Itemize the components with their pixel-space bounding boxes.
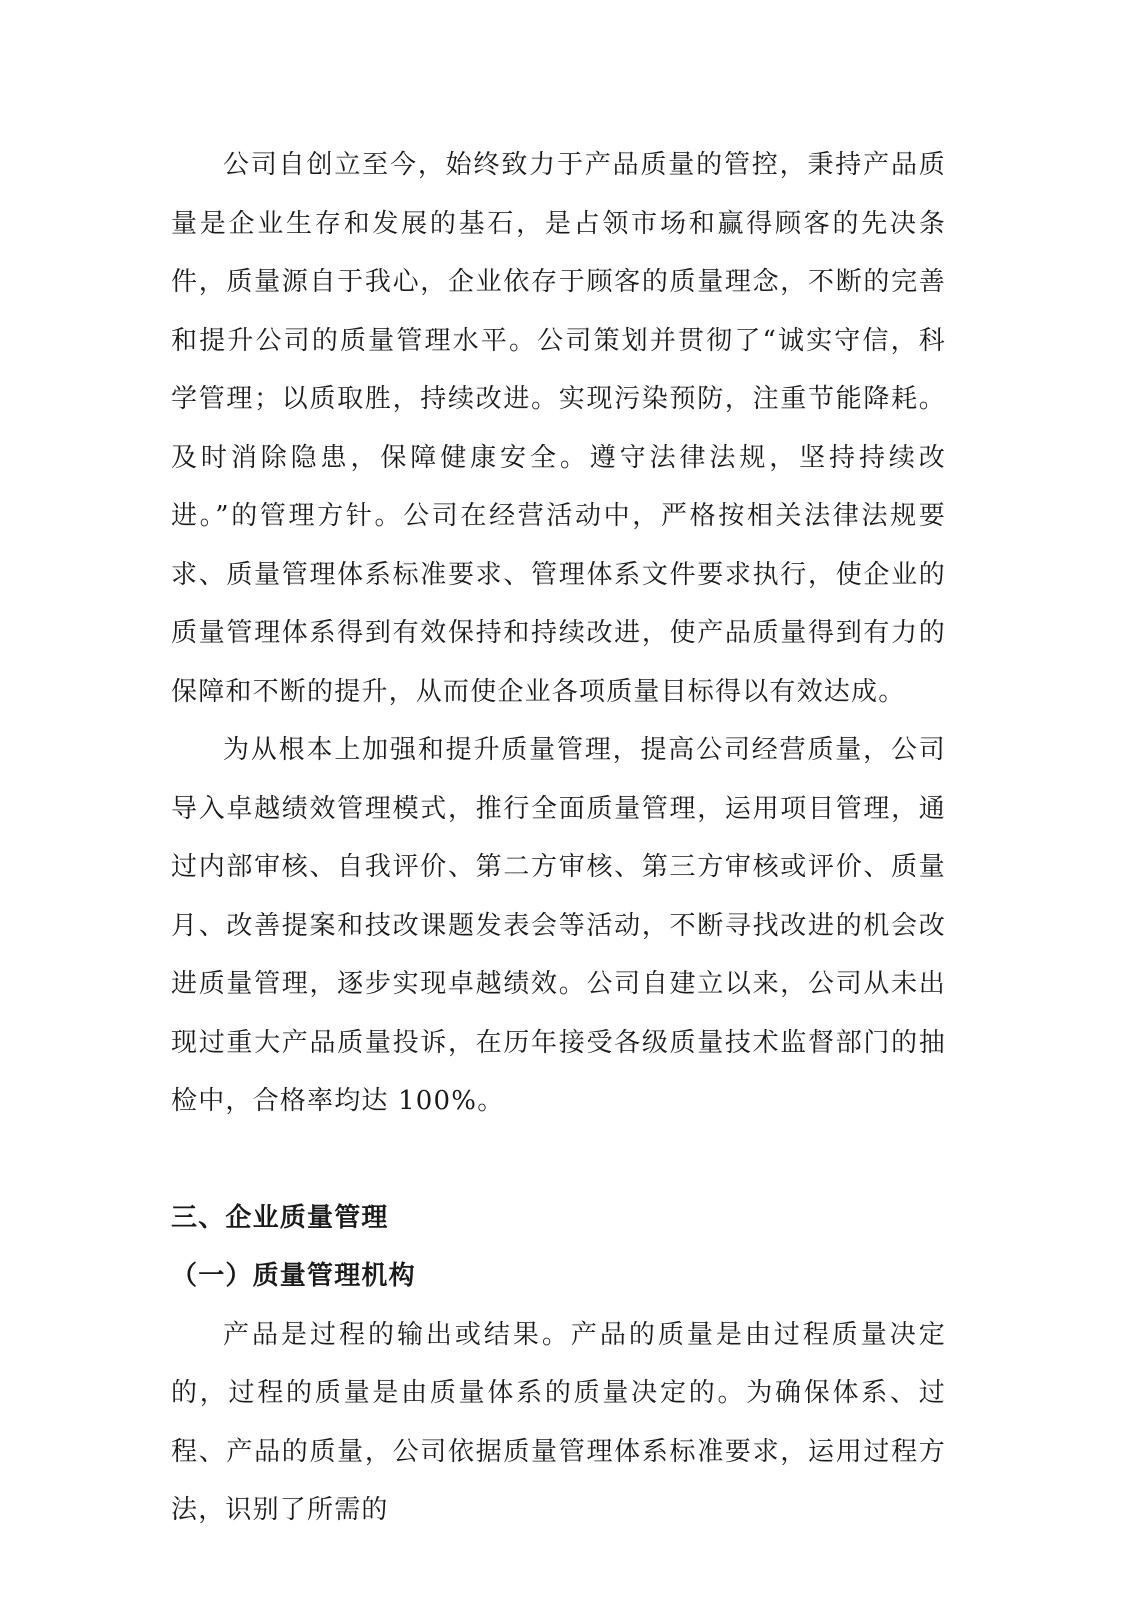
section-spacer [171,1131,946,1189]
subsection-heading: （一）质量管理机构 [171,1261,416,1291]
paragraph-quality-commitment: 公司自创立至今，始终致力于产品质量的管控，秉持产品质量是企业生存和发展的基石，是占领市场和赢得顾客的先决条件，质量源自于我心，企业依存于顾客的质量理念，不断的完善和提升公司的质量管理水平。公司策划并贯彻了“诚实守信，科学管理；以质取胜，持续改进。实现污染预防，注重节能降耗。及时消除隐患，保障健康安全。遵守法律法规，坚持持续改进。”的管理方针。公司在经营活动中，严格按相关法律法规要求、质量管理体系标准要求、管理体系文件要求执行，使企业的质量管理体系得到有效保持和持续改进，使产品质量得到有力的保障和不断的提升，从而使企业各项质量目标得以有效达成。 [171,150,946,707]
section-heading: 三、企业质量管理 [171,1202,389,1233]
document-body [171,136,946,1540]
paragraph-excellence-performance: 为从根本上加强和提升质量管理，提高公司经营质量，公司导入卓越绩效管理模式，推行全面质量管理，运用项目管理，通过内部审核、自我评价、第二方审核、第三方审核或评价、质量月、改善提案和技改课题发表会等活动，不断寻找改进的机会改进质量管理，逐步实现卓越绩效。公司自建立以来，公司从未出现过重大产品质量投诉，在历年接受各级质量技术监督部门的抽检中，合格率均达 100%。 [171,735,946,1116]
paragraph-process-quality: 产品是过程的输出或结果。产品的质量是由过程质量决定的，过程的质量是由质量体系的质量决定的。为确保体系、过程、产品的质量，公司依据质量管理体系标准要求，运用过程方法，识别了所需的 [171,1319,946,1525]
